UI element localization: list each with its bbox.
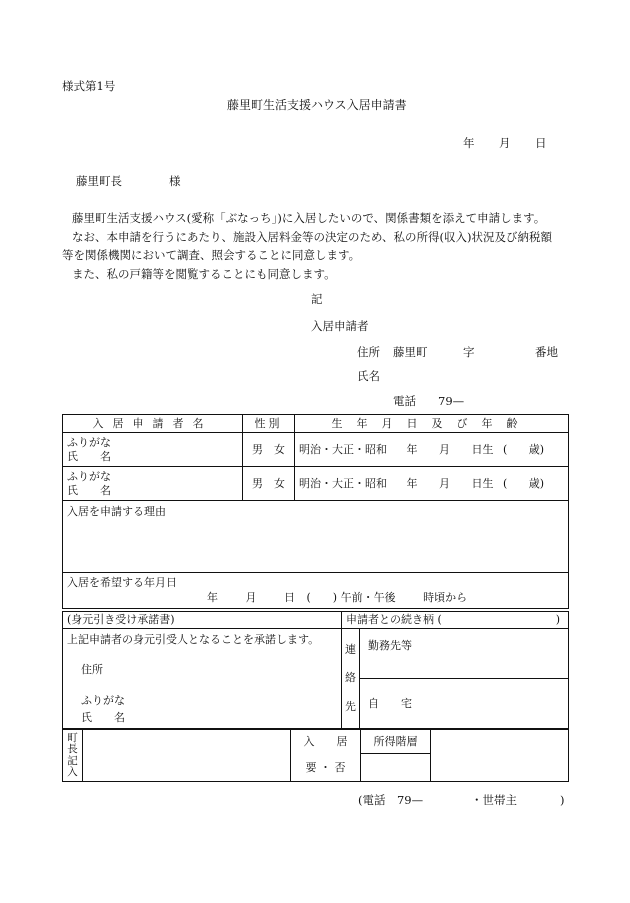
desired-day-label: 日 xyxy=(284,591,295,605)
page-title: 藤里町生活支援ハウス入居申請書 xyxy=(227,98,407,112)
contact-char-3: 先 xyxy=(345,699,356,713)
applicant-name-cell-2[interactable] xyxy=(63,467,243,501)
birth-day-label: 日生 xyxy=(471,476,494,490)
desired-time-label: 時頃から xyxy=(423,591,468,605)
shimei-label: 氏 名 xyxy=(67,449,111,463)
guarantor-name-label: 氏 名 xyxy=(81,711,125,724)
guarantor-address-label: 住所 xyxy=(81,663,103,676)
date-month-label: 月 xyxy=(499,136,511,150)
relation-label: 申請者との続き柄 ( xyxy=(346,613,442,627)
applicant-banchi: 番地 xyxy=(535,345,558,359)
era-choice: 明治・大正・昭和 xyxy=(299,442,387,456)
header-sex: 性別 xyxy=(243,415,295,433)
footer-close-paren: ) xyxy=(560,793,565,807)
mayor-char-1: 町 xyxy=(67,731,78,744)
reason-label: 入居を申請する理由 xyxy=(67,505,166,518)
applicant-name-label: 氏名 xyxy=(357,369,380,383)
table-row xyxy=(63,433,569,467)
income-level-header: 所得階層 xyxy=(361,730,431,754)
date-day-label: 日 xyxy=(535,136,547,150)
guarantor-furigana-label: ふりがな xyxy=(81,694,125,707)
birthdate-cell-2[interactable] xyxy=(295,467,569,501)
form-number: 様式第1号 xyxy=(62,79,116,93)
desired-date-row xyxy=(63,573,569,609)
relation-close-paren: ) xyxy=(555,613,561,626)
table-header-row xyxy=(63,415,569,433)
desired-weekday-paren: ( ) xyxy=(306,591,338,605)
home-cell[interactable] xyxy=(360,679,569,729)
ki-label: 記 xyxy=(311,292,323,306)
applicant-aza: 字 xyxy=(463,345,475,359)
guarantor-statement: 上記申請者の身元引受人となることを承諾します。 xyxy=(67,633,320,646)
guarantor-header-cell xyxy=(63,612,342,629)
guarantor-main-cell[interactable] xyxy=(63,629,342,729)
birth-year-label: 年 xyxy=(406,442,418,456)
sex-choice-2[interactable]: 男 女 xyxy=(243,467,295,501)
yohi-choice[interactable]: 要 ・ 否 xyxy=(291,754,361,782)
guarantor-header: (身元引き受け承諾書) xyxy=(67,613,175,627)
contact-char-1: 連 xyxy=(345,643,356,657)
mayor-entry-cell[interactable] xyxy=(83,730,291,782)
income-level-cell[interactable] xyxy=(361,754,431,782)
age-label: 歳) xyxy=(528,442,545,456)
am-pm-choice: 午前・午後 xyxy=(340,591,396,605)
age-open-paren: ( xyxy=(503,442,508,456)
reason-row xyxy=(63,501,569,573)
birthdate-cell-1[interactable] xyxy=(295,433,569,467)
paragraph-4: また、私の戸籍等を閲覧することにも同意します。 xyxy=(72,267,336,281)
applicant-phone-label: 電話 xyxy=(393,394,416,408)
contact-vertical-label xyxy=(342,629,360,729)
header-birthdate-age: 生年月日及び年齢 xyxy=(295,415,569,433)
table-row xyxy=(63,467,569,501)
mayor-char-4: 入 xyxy=(67,765,78,778)
era-choice: 明治・大正・昭和 xyxy=(299,476,387,490)
paragraph-3: 等を関係機関において調査、照会することに同意します。 xyxy=(62,248,361,262)
desired-date-cell[interactable] xyxy=(63,573,569,609)
applicant-town: 藤里町 xyxy=(393,345,428,359)
desired-year-label: 年 xyxy=(207,591,218,605)
mayor-char-2: 長 xyxy=(67,743,78,756)
date-year-label: 年 xyxy=(463,136,475,150)
header-applicant-name: 入居申請者名 xyxy=(63,415,243,433)
desired-month-label: 月 xyxy=(245,591,257,605)
contact-char-2: 絡 xyxy=(345,671,356,685)
paragraph-2: なお、本申請を行うにあたり、施設入居料金等の決定のため、私の所得(収入)状況及び納税額 xyxy=(72,230,553,244)
desired-date-label: 入居を希望する年月日 xyxy=(67,576,177,589)
applicant-phone-prefix: 79— xyxy=(438,394,465,408)
guarantor-row-workplace xyxy=(63,629,569,679)
birth-year-label: 年 xyxy=(406,476,418,490)
guarantor-header-row xyxy=(63,612,569,629)
addressee-name: 藤里町長 xyxy=(76,174,122,188)
addressee-honorific: 様 xyxy=(169,174,181,188)
mayor-entry-table xyxy=(62,729,569,782)
application-table xyxy=(62,414,569,609)
birth-day-label: 日生 xyxy=(471,442,494,456)
furigana-label: ふりがな xyxy=(67,436,111,450)
mayor-vertical-label xyxy=(63,730,83,782)
workplace-cell[interactable] xyxy=(360,629,569,679)
home-label: 自 宅 xyxy=(368,696,412,710)
footer-phone: (電話 79— xyxy=(358,793,424,807)
age-label: 歳) xyxy=(528,476,545,490)
mayor-row-1 xyxy=(63,730,569,754)
guarantor-table xyxy=(62,611,569,729)
shimei-label: 氏 名 xyxy=(67,483,111,497)
applicant-address-label: 住所 xyxy=(357,345,380,359)
birth-month-label: 月 xyxy=(439,442,450,456)
applicant-name-cell-1[interactable] xyxy=(63,433,243,467)
reason-cell[interactable] xyxy=(63,501,569,573)
applicant-heading: 入居申請者 xyxy=(311,319,369,333)
paragraph-1: 藤里町生活支援ハウス(愛称「ぶなっち」)に入居したいので、関係書類を添えて申請します。 xyxy=(72,211,546,225)
mayor-char-3: 記 xyxy=(67,754,78,767)
relation-cell[interactable] xyxy=(342,612,569,629)
age-open-paren: ( xyxy=(503,476,508,490)
mayor-blank-cell[interactable] xyxy=(431,730,569,782)
furigana-label: ふりがな xyxy=(67,470,111,484)
footer-household: ・世帯主 xyxy=(471,793,517,807)
nyukyo-header: 入 居 xyxy=(291,730,361,754)
sex-choice-1[interactable]: 男 女 xyxy=(243,433,295,467)
workplace-label: 勤務先等 xyxy=(368,639,412,652)
birth-month-label: 月 xyxy=(439,476,450,490)
